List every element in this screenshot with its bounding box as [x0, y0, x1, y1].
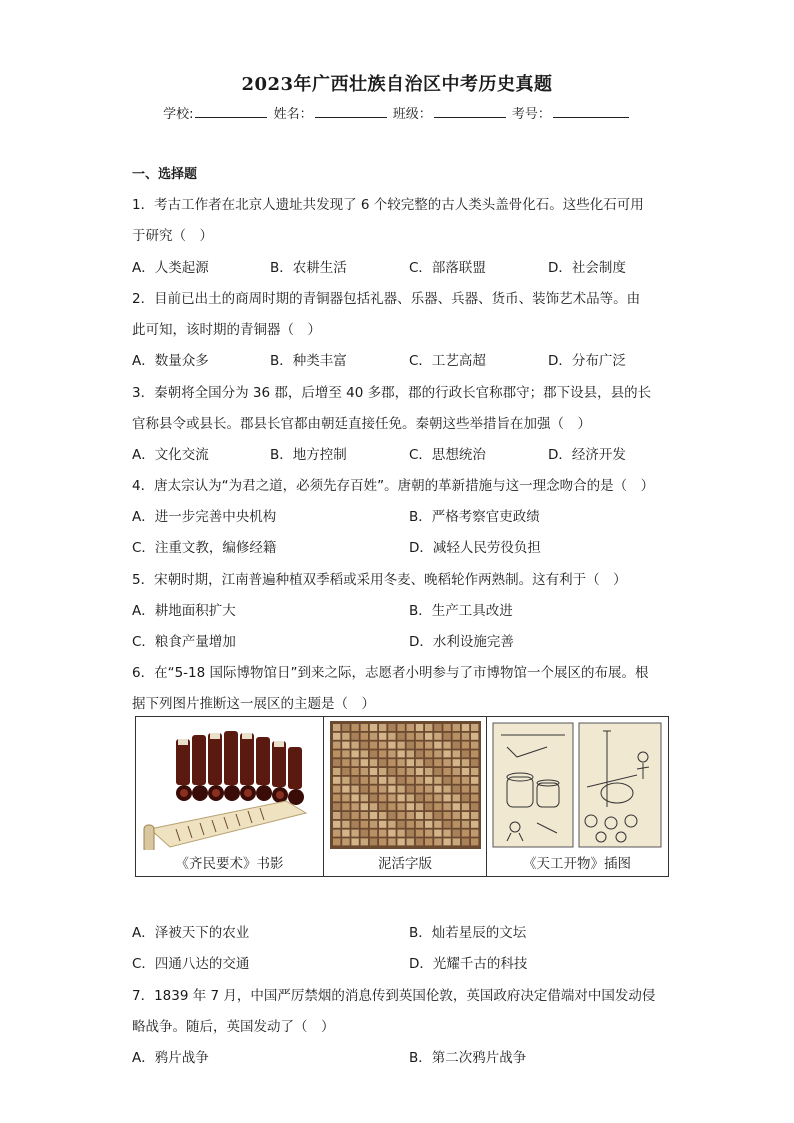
figure-panel-qimin-yaoshu: [136, 717, 324, 876]
number-blank[interactable]: [553, 103, 629, 118]
question-2-option-b[interactable]: B．种类丰富: [270, 353, 347, 369]
question-7-option-a[interactable]: A．鸦片战争: [132, 1050, 209, 1066]
question-1-line-1: 1．考古工作者在北京人遗址共发现了 6 个较完整的古人类头盖骨化石。这些化石可用: [132, 197, 644, 213]
question-2-options: [132, 349, 672, 369]
question-4-option-d[interactable]: D．减轻人民劳役负担: [409, 540, 541, 556]
figure-caption-3: 《天工开物》插图: [487, 850, 667, 874]
question-2-option-c[interactable]: C．工艺高超: [409, 353, 486, 369]
question-5-options-row-1: [132, 599, 672, 619]
name-label: 姓名：: [273, 107, 313, 122]
question-5-line-1: 5．宋朝时期，江南普遍种植双季稻或采用冬麦、晚稻轮作两熟制。这有利于（ ）: [132, 572, 627, 588]
question-1-option-b[interactable]: B．农耕生活: [270, 260, 347, 276]
question-5-option-d[interactable]: D．水利设施完善: [409, 634, 514, 650]
question-4-options-row-1: [132, 505, 672, 525]
question-1-option-c[interactable]: C．部落联盟: [409, 260, 486, 276]
question-6-figure: [135, 716, 669, 877]
question-7-option-b[interactable]: B．第二次鸦片战争: [409, 1050, 527, 1066]
question-5-option-a[interactable]: A．耕地面积扩大: [132, 603, 236, 619]
question-4-option-a[interactable]: A．进一步完善中央机构: [132, 509, 277, 525]
class-blank[interactable]: [434, 103, 506, 118]
question-1-options: [132, 256, 672, 276]
figure-panel-clay-type: [324, 717, 487, 876]
question-6-options-row-1: [132, 921, 672, 941]
question-7-line-1: 7．1839 年 7 月，中国严厉禁烟的消息传到英国伦敦，英国政府决定借端对中国发动侵: [132, 988, 656, 1004]
question-4-line-1: 4．唐太宗认为“为君之道，必须先存百姓”。唐朝的革新措施与这一理念吻合的是（ ）: [132, 478, 655, 494]
question-6-line-2: 据下列图片推断这一展区的主题是（ ）: [132, 696, 375, 712]
question-7-line-2: 略战争。随后，英国发动了（ ）: [132, 1019, 335, 1035]
question-7-options: [132, 1046, 672, 1066]
school-label: 学校:: [163, 107, 194, 122]
question-3-options: [132, 443, 672, 463]
question-2-line-2: 此可知，该时期的青铜器（ ）: [132, 322, 321, 338]
figure-caption-1: 《齐民要术》书影: [136, 850, 323, 874]
question-6-options-row-2: [132, 952, 672, 972]
figure-caption-2: 泥活字版: [324, 850, 486, 874]
question-1-line-2: 于研究（ ）: [132, 228, 213, 244]
question-3-line-1: 3．秦朝将全国分为 36 郡，后增至 40 多郡，郡的行政长官称郡守；郡下设县，县的长: [132, 385, 652, 401]
question-5-option-c[interactable]: C．粮食产量增加: [132, 634, 236, 650]
question-5-options-row-2: [132, 630, 672, 650]
question-3-option-d[interactable]: D．经济开发: [548, 447, 626, 463]
name-blank[interactable]: [315, 103, 387, 118]
question-3-line-2: 官称县令或县长。郡县长官都由朝廷直接任免。秦朝这些举措旨在加强（ ）: [132, 416, 591, 432]
question-6-option-a[interactable]: A．泽被天下的农业: [132, 925, 250, 941]
student-info-line: [0, 103, 794, 122]
question-2-line-1: 2．目前已出土的商周时期的青铜器包括礼器、乐器、兵器、货币、装饰艺术品等。由: [132, 291, 641, 307]
figure-panel-tiangong-kaiwu: [487, 717, 667, 876]
question-4-options-row-2: [132, 536, 672, 556]
question-3-option-c[interactable]: C．思想统治: [409, 447, 486, 463]
class-label: 班级：: [392, 107, 432, 122]
question-1-option-d[interactable]: D．社会制度: [548, 260, 626, 276]
question-6-line-1: 6．在“5-18 国际博物馆日”到来之际，志愿者小明参与了市博物馆一个展区的布展。根: [132, 665, 649, 681]
question-6-option-b[interactable]: B．灿若星辰的文坛: [409, 925, 527, 941]
question-2-option-d[interactable]: D．分布广泛: [548, 353, 626, 369]
question-3-option-b[interactable]: B．地方控制: [270, 447, 347, 463]
question-3-option-a[interactable]: A．文化交流: [132, 447, 209, 463]
question-6-option-d[interactable]: D．光耀千古的科技: [409, 956, 528, 972]
question-4-option-c[interactable]: C．注重文教，编修经籍: [132, 540, 277, 556]
question-2-option-a[interactable]: A．数量众多: [132, 353, 209, 369]
page-title: 2023年广西壮族自治区中考历史真题: [241, 74, 553, 95]
question-6-option-c[interactable]: C．四通八达的交通: [132, 956, 250, 972]
school-blank[interactable]: [195, 103, 267, 118]
section-heading: 一、选择题: [132, 167, 198, 182]
question-5-option-b[interactable]: B．生产工具改进: [409, 603, 513, 619]
question-4-option-b[interactable]: B．严格考察官吏政绩: [409, 509, 540, 525]
number-label: 考号：: [511, 107, 551, 122]
question-1-option-a[interactable]: A．人类起源: [132, 260, 209, 276]
